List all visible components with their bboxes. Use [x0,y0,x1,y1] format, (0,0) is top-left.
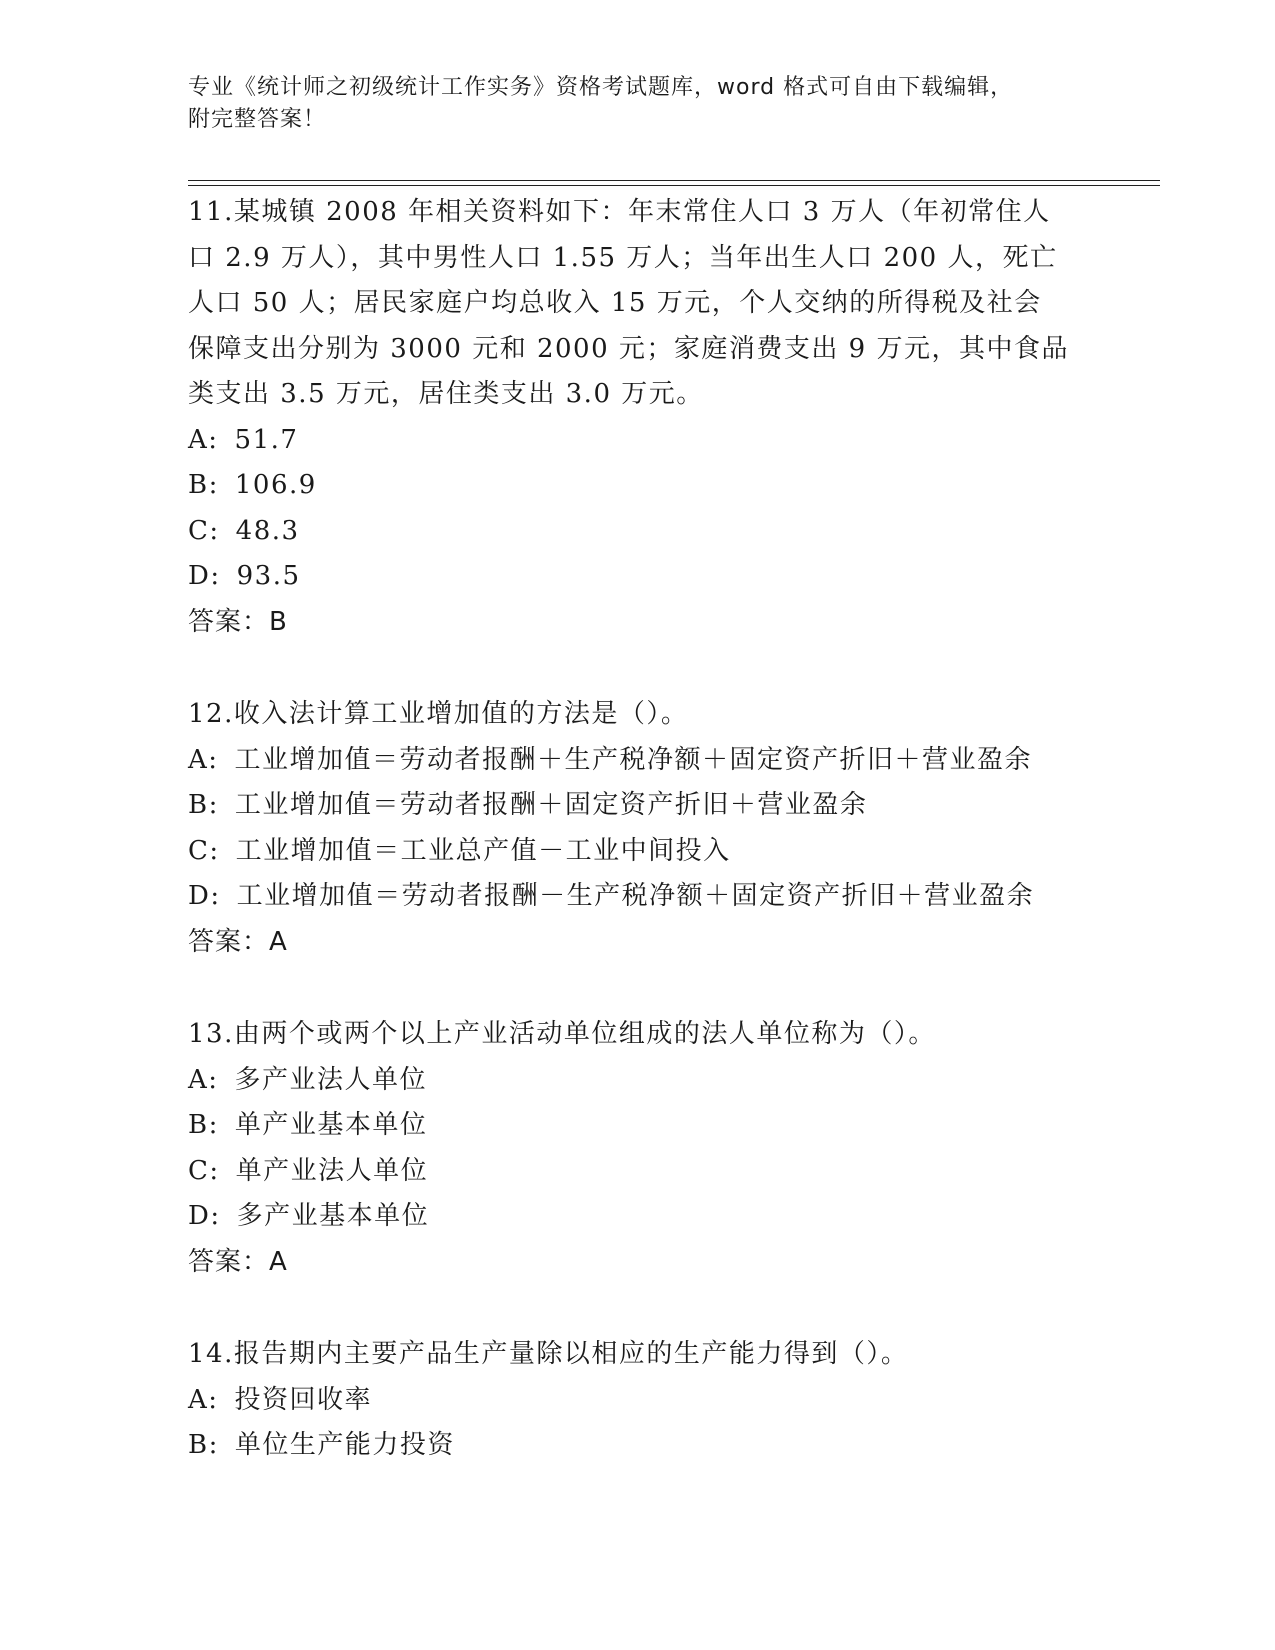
option-a [188,1058,1088,1104]
option-text: 106.9 [234,470,317,500]
question-stem-line: 保障支出分别为 3000 元和 2000 元；家庭消费支出 9 万元，其中食品 [188,333,1069,364]
option-letter: C: [188,515,220,546]
option-c [188,829,1088,875]
option-c [188,1149,1088,1195]
option-a [188,418,1088,464]
option-letter: B: [188,1430,219,1460]
option-text: 单产业基本单位 [234,1110,428,1140]
option-text: 工业增加值＝劳动者报酬－生产税净额＋固定资产折旧＋营业盈余 [236,881,1035,911]
option-letter: D: [188,1201,221,1231]
option-text: 51.7 [234,424,299,455]
option-letter: C: [188,835,220,866]
option-b [188,463,1088,509]
option-b [188,1423,1088,1469]
option-text: 单位生产能力投资 [234,1430,455,1460]
option-letter: B: [188,1110,219,1140]
option-a [188,738,1088,784]
option-text: 投资回收率 [234,1384,373,1415]
question-stem-line: 类支出 3.5 万元，居住类支出 3.0 万元。 [188,379,704,409]
option-d [188,1194,1088,1240]
header-divider-bottom [188,185,1160,186]
question-11 [188,190,1088,645]
header-line-1: 专业《统计师之初级统计工作实务》资格考试题库，word 格式可自由下载编辑， [188,75,1014,100]
option-text: 工业增加值＝工业总产值－工业中间投入 [235,835,731,866]
question-stem-line: 14.报告期内主要产品生产量除以相应的生产能力得到（）。 [188,1339,909,1369]
question-13 [188,1012,1088,1285]
option-letter: B: [188,790,219,820]
question-12 [188,692,1088,965]
option-text: 48.3 [235,515,300,546]
header-divider-top [188,180,1160,181]
option-b [188,783,1088,829]
option-text: 多产业基本单位 [236,1201,430,1231]
question-14 [188,1332,1088,1469]
option-letter: A: [188,1064,219,1095]
question-stem-line: 13.由两个或两个以上产业活动单位组成的法人单位称为（）。 [188,1019,936,1049]
answer-line: 答案：B [188,606,288,637]
option-d [188,554,1088,600]
option-letter: B: [188,470,219,500]
option-letter: D: [188,561,221,591]
option-letter: C: [188,1155,220,1186]
option-letter: A: [188,1384,219,1415]
answer-line: 答案：A [188,926,288,957]
option-a [188,1378,1088,1424]
option-text: 单产业法人单位 [235,1155,429,1186]
question-stem-line: 11.某城镇 2008 年相关资料如下：年末常住人口 3 万人（年初常住人 [188,197,1051,227]
question-stem-line: 12.收入法计算工业增加值的方法是（）。 [188,699,689,729]
option-letter: D: [188,881,221,911]
option-c [188,509,1088,555]
question-stem-line: 口 2.9 万人），其中男性人口 1.55 万人；当年出生人口 200 人，死亡 [188,242,1058,273]
option-text: 93.5 [236,561,301,591]
answer-line: 答案：A [188,1246,288,1277]
option-b [188,1103,1088,1149]
option-letter: A: [188,744,219,775]
document-header [188,72,1088,136]
option-d [188,874,1088,920]
option-text: 工业增加值＝劳动者报酬＋固定资产折旧＋营业盈余 [234,790,868,820]
question-stem-line: 人口 50 人；居民家庭户均总收入 15 万元，个人交纳的所得税及社会 [188,288,1042,318]
option-text: 多产业法人单位 [234,1064,428,1095]
option-text: 工业增加值＝劳动者报酬＋生产税净额＋固定资产折旧＋营业盈余 [234,744,1033,775]
header-line-2: 附完整答案！ [188,107,327,132]
option-letter: A: [188,424,219,455]
